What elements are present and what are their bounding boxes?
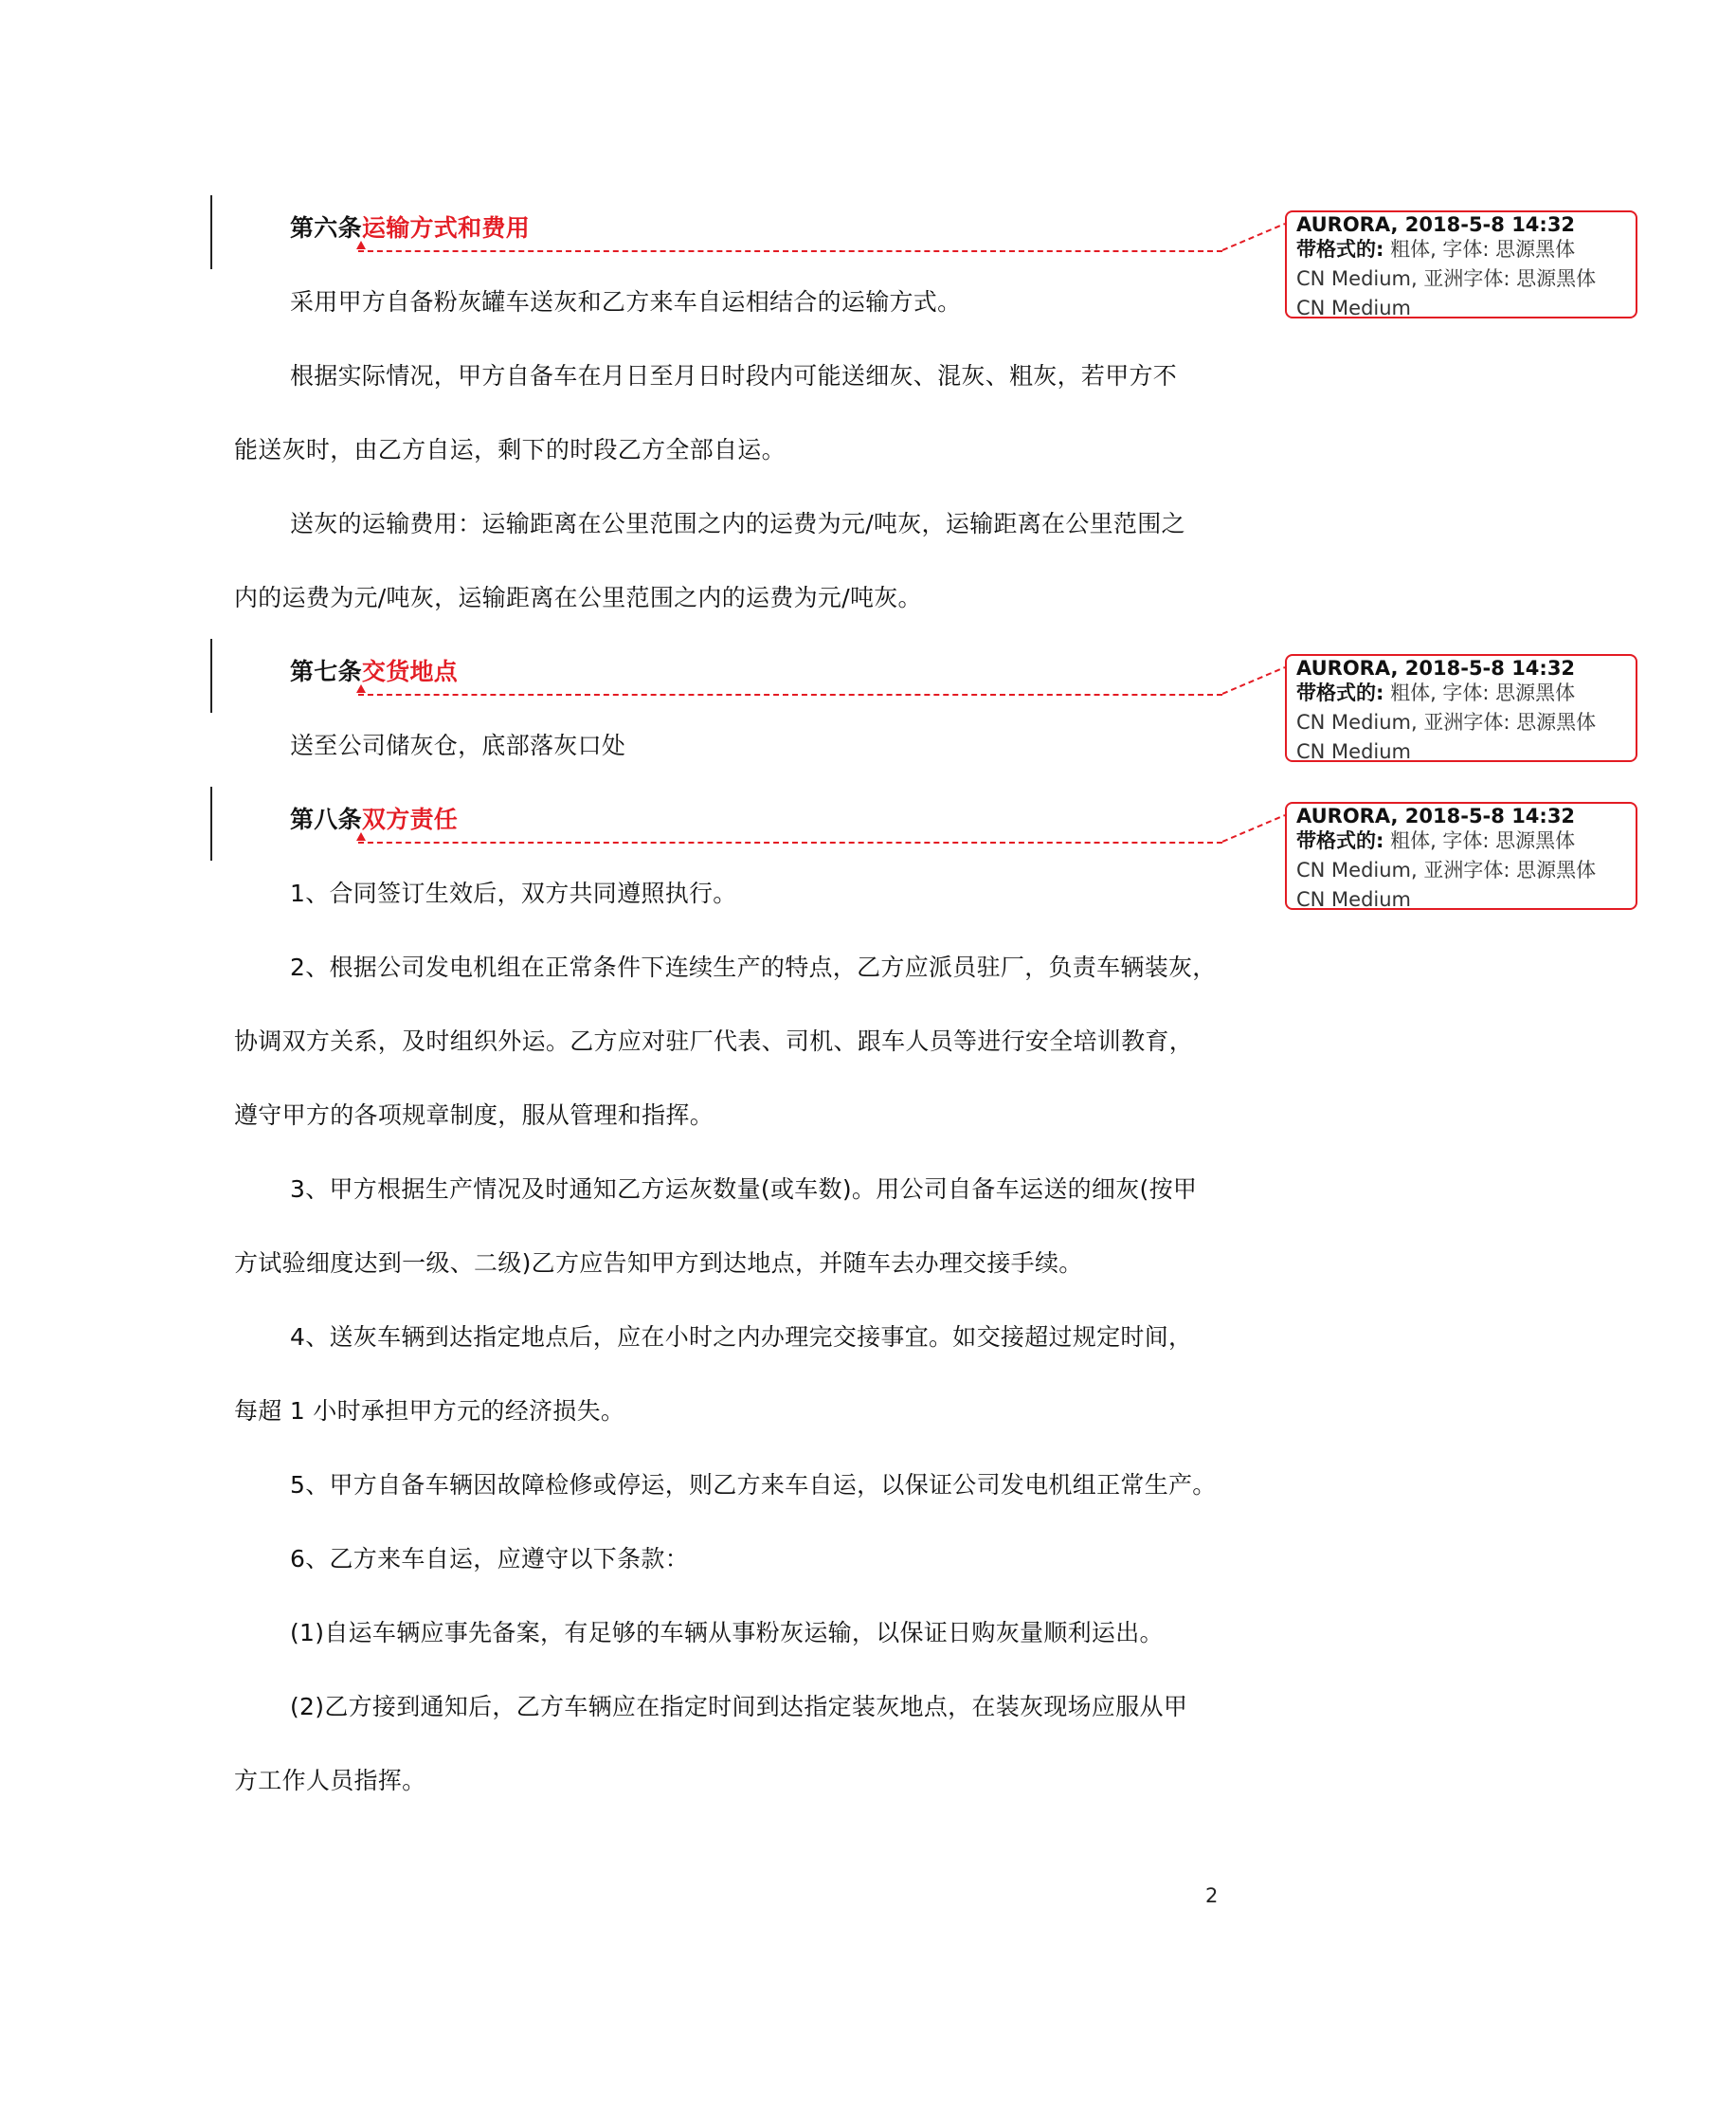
paragraph-line: 每超 1 小时承担甲方元的经济损失。 [234, 1397, 625, 1425]
format-comment[interactable] [1285, 654, 1637, 762]
format-comment[interactable] [1285, 210, 1637, 318]
section-number: 第六条 [290, 214, 362, 242]
format-comment[interactable] [1285, 802, 1637, 910]
paragraph-line: 方试验细度达到一级、二级)乙方应告知甲方到达地点，并随车去办理交接手续。 [234, 1249, 1083, 1277]
paragraph-line: 根据实际情况，甲方自备车在月日至月日时段内可能送细灰、混灰、粗灰，若甲方不 [290, 362, 1178, 390]
paragraph-line: 能送灰时，由乙方自运，剩下的时段乙方全部自运。 [234, 436, 786, 464]
connector-diagonal [1222, 222, 1287, 252]
change-bar [210, 787, 212, 861]
insertion-caret [356, 241, 366, 249]
change-bar [210, 195, 212, 269]
comment-header: AURORA, 2018-5-8 14:32 [1296, 213, 1576, 236]
section-title: 运输方式和费用 [361, 214, 531, 242]
comment-connector [358, 694, 1222, 696]
page-number: 2 [1205, 1884, 1219, 1907]
comment-text: 粗体, 字体: 思源黑体 [1383, 682, 1576, 704]
comment-text: 粗体, 字体: 思源黑体 [1383, 238, 1576, 261]
section-heading [290, 656, 458, 688]
paragraph-line: 协调双方关系，及时组织外运。乙方应对驻厂代表、司机、跟车人员等进行安全培训教育， [234, 1027, 1194, 1055]
comment-label: 带格式的: [1296, 682, 1384, 704]
comment-header: AURORA, 2018-5-8 14:32 [1296, 657, 1576, 680]
comment-text: CN Medium [1296, 297, 1412, 319]
connector-diagonal [1222, 665, 1287, 696]
paragraph-line: 方工作人员指挥。 [234, 1767, 426, 1794]
comment-text: CN Medium, 亚洲字体: 思源黑体 [1296, 711, 1597, 734]
section-title: 双方责任 [361, 806, 459, 833]
section-title: 交货地点 [361, 658, 459, 685]
paragraph-line: 送灰的运输费用：运输距离在公里范围之内的运费为元/吨灰，运输距离在公里范围之 [290, 510, 1185, 537]
paragraph-line: 3、甲方根据生产情况及时通知乙方运灰数量(或车数)。用公司自备车运送的细灰(按甲 [290, 1175, 1198, 1203]
comment-label: 带格式的: [1296, 829, 1384, 852]
paragraph-line: 采用甲方自备粉灰罐车送灰和乙方来车自运相结合的运输方式。 [290, 288, 962, 316]
paragraph-line: (2)乙方接到通知后，乙方车辆应在指定时间到达指定装灰地点，在装灰现场应服从甲 [290, 1693, 1188, 1720]
paragraph-line: 2、根据公司发电机组在正常条件下连续生产的特点，乙方应派员驻厂，负责车辆装灰， [290, 954, 1217, 981]
comment-text: CN Medium [1296, 740, 1412, 763]
comment-text: CN Medium, 亚洲字体: 思源黑体 [1296, 859, 1597, 882]
comment-text: CN Medium [1296, 888, 1412, 911]
connector-diagonal [1222, 813, 1287, 844]
comment-text: CN Medium, 亚洲字体: 思源黑体 [1296, 267, 1597, 290]
section-heading [290, 804, 458, 836]
section-heading [290, 212, 530, 245]
comment-header: AURORA, 2018-5-8 14:32 [1296, 805, 1576, 827]
section-number: 第八条 [290, 806, 362, 833]
comment-label: 带格式的: [1296, 238, 1384, 261]
comment-connector [358, 842, 1222, 844]
change-bar [210, 639, 212, 713]
section-number: 第七条 [290, 658, 362, 685]
paragraph-line: 4、送灰车辆到达指定地点后，应在小时之内办理完交接事宜。如交接超过规定时间， [290, 1323, 1193, 1351]
paragraph-line: 6、乙方来车自运，应遵守以下条款： [290, 1545, 690, 1573]
paragraph-line: 内的运费为元/吨灰，运输距离在公里范围之内的运费为元/吨灰。 [234, 584, 922, 611]
paragraph-line: 5、甲方自备车辆因故障检修或停运，则乙方来车自运，以保证公司发电机组正常生产。 [290, 1471, 1217, 1499]
paragraph-line: 送至公司储灰仓，底部落灰口处 [290, 732, 626, 759]
paragraph-line: 遵守甲方的各项规章制度，服从管理和指挥。 [234, 1101, 714, 1129]
paragraph-line: (1)自运车辆应事先备案，有足够的车辆从事粉灰运输，以保证日购灰量顺利运出。 [290, 1619, 1164, 1646]
insertion-caret [356, 684, 366, 693]
paragraph-line: 1、合同签订生效后，双方共同遵照执行。 [290, 880, 737, 907]
insertion-caret [356, 832, 366, 841]
comment-text: 粗体, 字体: 思源黑体 [1383, 829, 1576, 852]
comment-connector [358, 250, 1222, 252]
